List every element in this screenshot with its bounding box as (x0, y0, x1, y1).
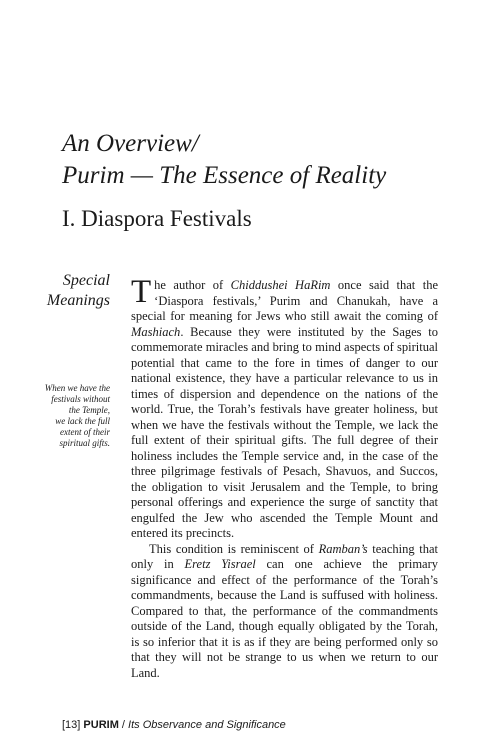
paragraph (131, 542, 438, 682)
author-ref: Ramban’s (318, 541, 368, 556)
page-number: [13] (62, 719, 81, 731)
text-run: . Because they were instituted by the Sages to commemorate miracles and bring to mind aspects of spiritual potential that came to the fore in times of danger to our national existence, they have a particular relevance to us in times of dispersion and dependence on the nations of the world. True, the Torah’s festivals have greater holiness, but when we have the festivals without the Temple, we lack the full extent of their spiritual gifts. The full degree of their holiness includes the Temple service and, in the case of the three pilgrimage festivals of Pesach, Shavuos, and Succos, the obligation to visit Jerusalem and the Temple, to bring personal offerings and experience the surge of sanctity that engulfed the Jew who ascended the Temple Mount and entered its precincts. (131, 324, 438, 540)
margin-note (20, 383, 110, 449)
page-footer (62, 718, 286, 732)
text-run: can one achieve the primary significance and effect of the performance of the Torah’s commandments, because the Land is suffused with holiness. Compared to that, the performance of the commandments outside of the Land, though equally obligated by the Torah, is so inferior that it is as if they are being performed only so that they will not be strange to us when we return to our Land. (131, 557, 439, 680)
drop-cap: T (131, 274, 152, 310)
term-ref: Eretz Yisrael (184, 557, 256, 571)
book-title: PURIM (83, 719, 119, 731)
side-heading (47, 271, 110, 311)
book-title-ref: Chiddushei HaRim (230, 278, 331, 292)
text-run: once said that the ‘Diaspora festivals,’ Purim and Chanukah, have a special for meaning for Jews who still await the coming of (131, 278, 438, 323)
text-run: This condition is reminiscent of (149, 541, 319, 556)
side-heading-line: Meanings (46, 292, 110, 309)
overview-title: An Overview/ (62, 130, 199, 157)
paragraph (131, 274, 438, 542)
chapter-title: Purim — The Essence of Reality (62, 162, 387, 189)
term-ref: Mashiach (131, 324, 181, 339)
margin-note-line: spiritual gifts. (59, 438, 110, 448)
margin-note-line: the Temple, (68, 405, 110, 415)
section-heading: I. Diaspora Festivals (62, 206, 252, 231)
margin-note-line: extent of their (60, 427, 110, 437)
text-run: he author of (154, 278, 231, 292)
footer-separator: / (118, 719, 129, 731)
book-subtitle: Its Observance and Significance (128, 719, 286, 731)
margin-note-line: festivals without (51, 394, 110, 404)
body-text (131, 274, 439, 681)
side-heading-line: Special (62, 272, 110, 289)
margin-note-line: we lack the full (55, 416, 110, 426)
margin-note-line: When we have the (44, 383, 110, 393)
text-run: teaching that only in (131, 541, 438, 571)
